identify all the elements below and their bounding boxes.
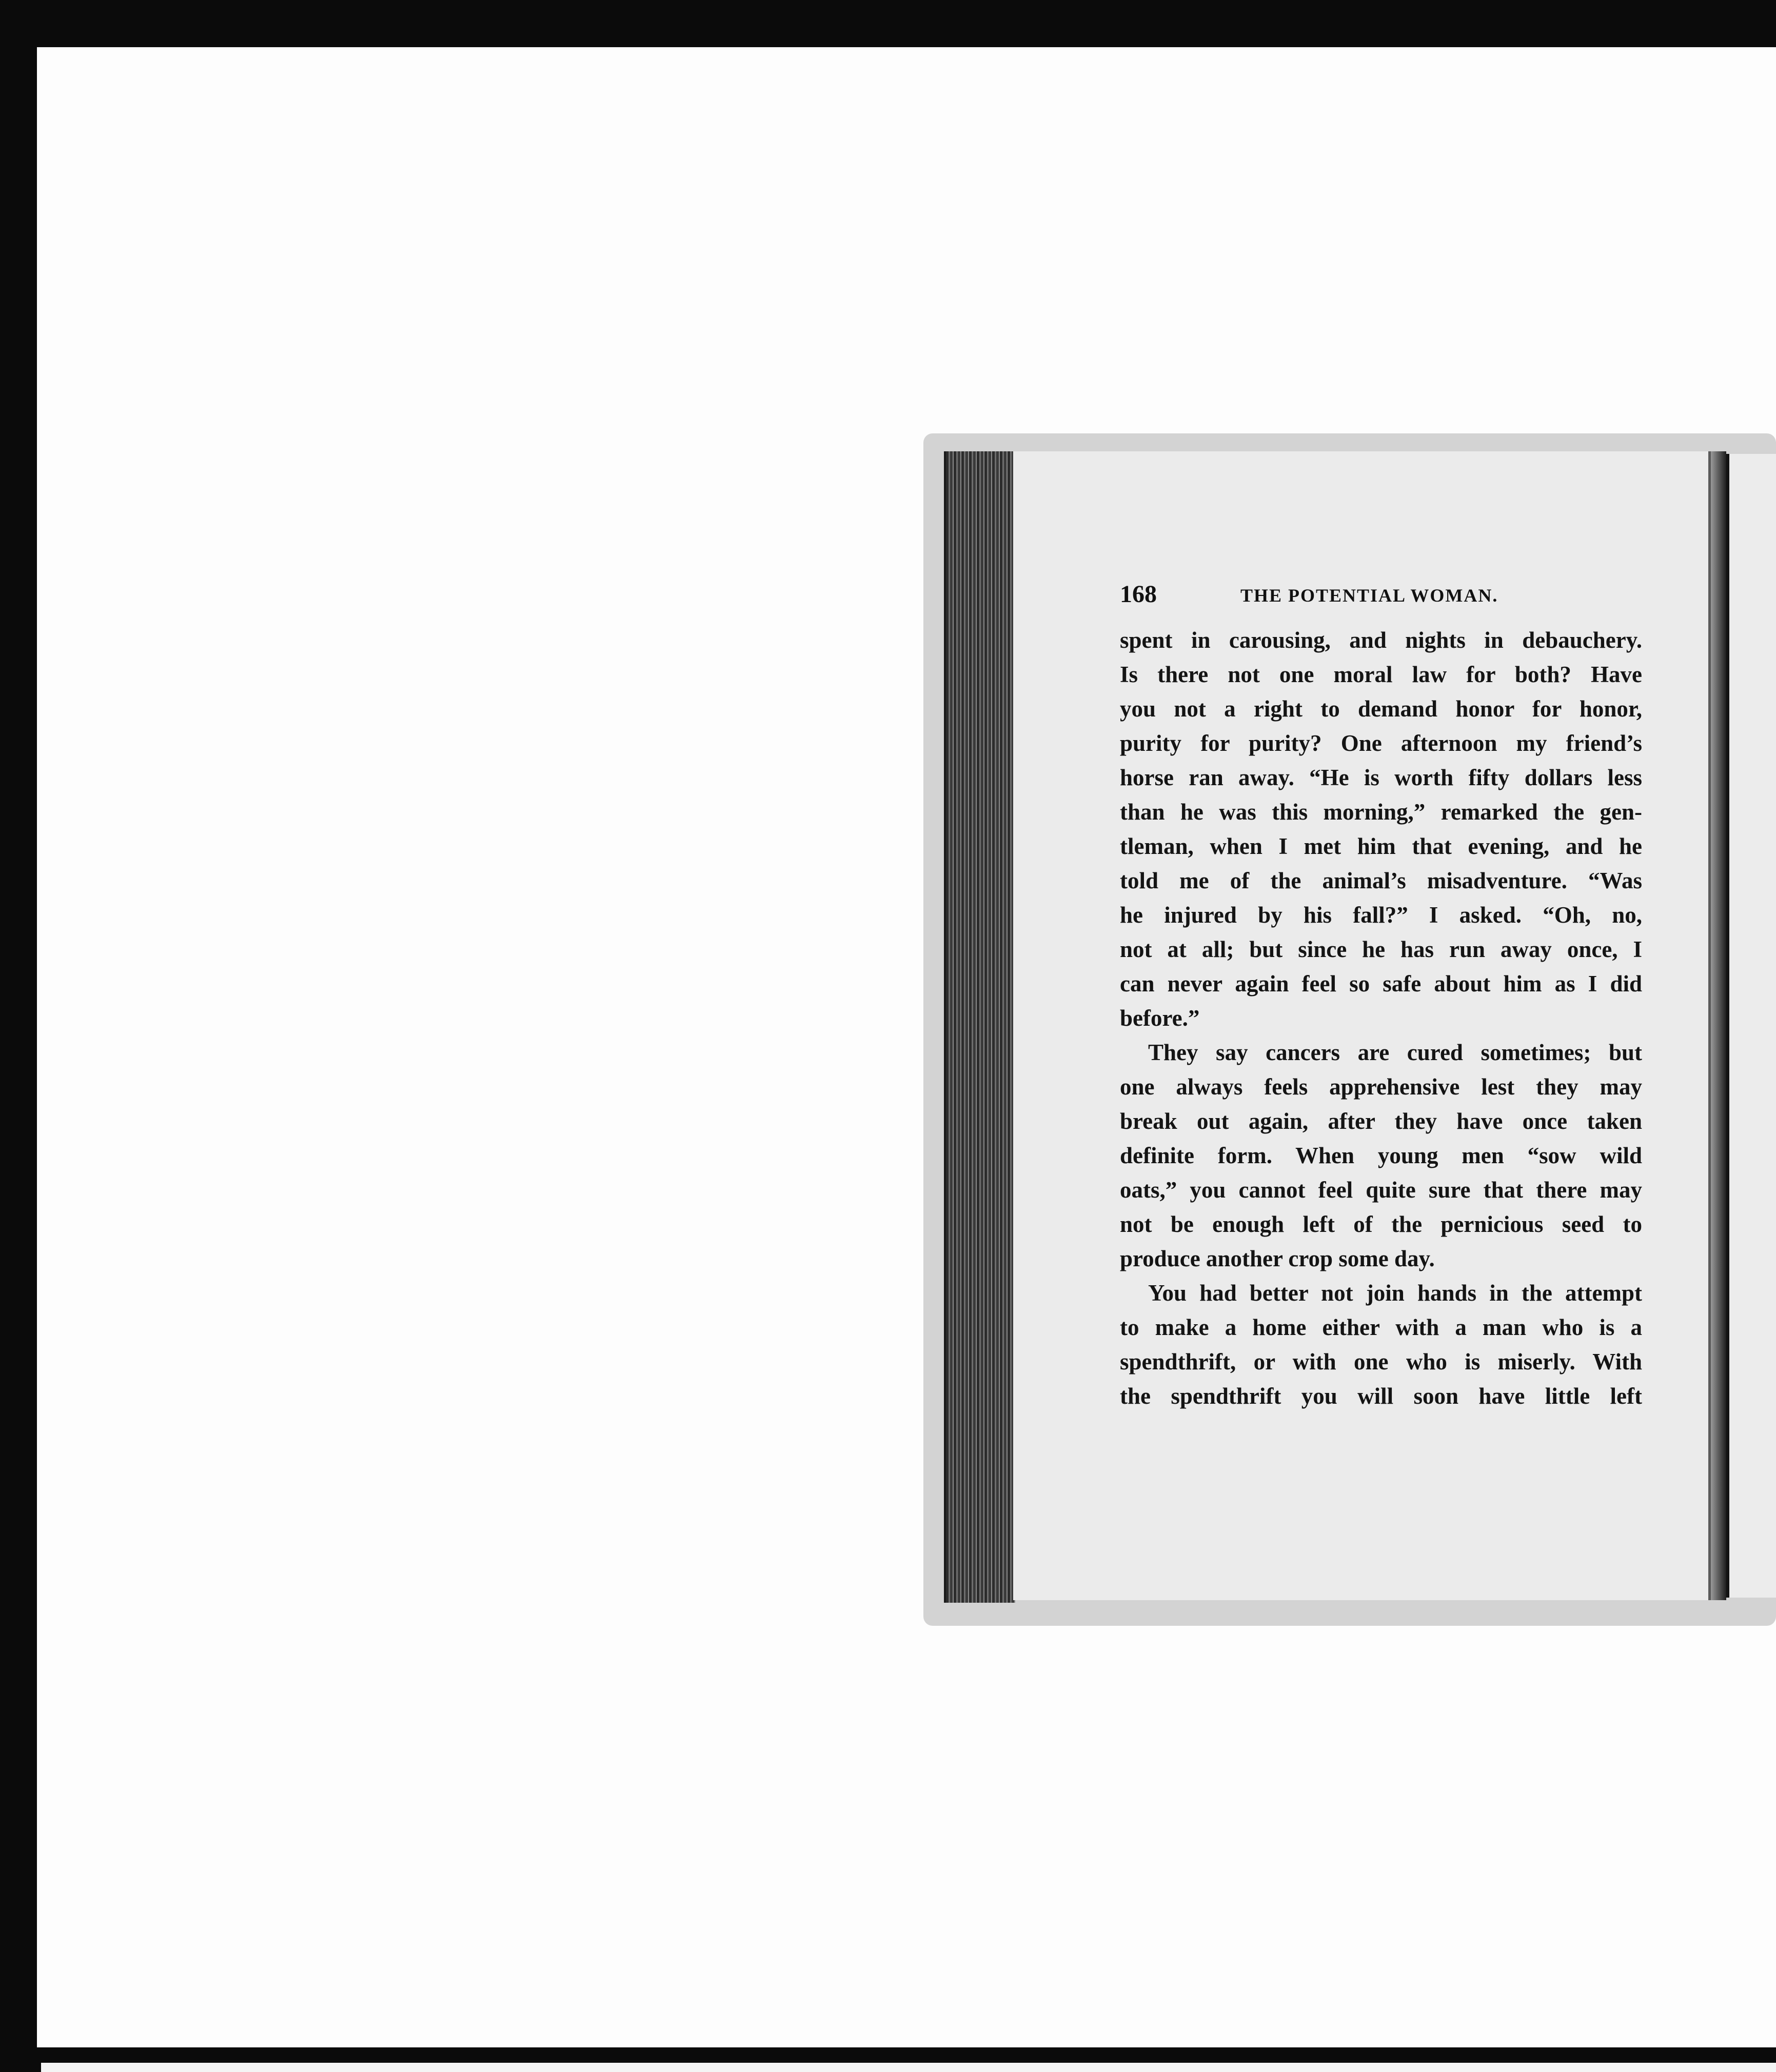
text-line: produce another crop some day.	[1120, 1246, 1435, 1271]
film-strip-edge	[41, 2063, 1776, 2072]
page-header	[1120, 581, 1642, 608]
text-line: he injured by his fall?” I asked. “Oh, no,	[1120, 902, 1642, 928]
paragraph	[1120, 623, 1642, 1035]
paragraph	[1120, 1035, 1642, 1276]
text-line: purity for purity? One afternoon my friend’s	[1120, 730, 1642, 756]
text-line: Is there not one moral law for both? Have	[1120, 662, 1642, 687]
text-line: you not a right to demand honor for honor,	[1120, 696, 1642, 722]
text-line: oats,” you cannot feel quite sure that there may	[1120, 1177, 1642, 1203]
text-line: spent in carousing, and nights in debauchery.	[1120, 627, 1642, 653]
text-line: can never again feel so safe about him as I did	[1120, 971, 1642, 997]
text-line: break out again, after they have once taken	[1120, 1108, 1642, 1134]
text-line: told me of the animal’s misadventure. “Was	[1120, 868, 1642, 893]
text-line: to make a home either with a man who is a	[1120, 1314, 1642, 1340]
text-line: than he was this morning,” remarked the gen-	[1120, 799, 1642, 825]
text-line: before.”	[1120, 1005, 1200, 1031]
running-head: THE POTENTIAL WOMAN.	[1240, 585, 1498, 606]
text-line: They say cancers are cured sometimes; but	[1148, 1040, 1642, 1065]
text-line: tleman, when I met him that evening, and he	[1120, 833, 1642, 859]
body-text	[1120, 623, 1642, 1413]
text-line: horse ran away. “He is worth fifty dollars less	[1120, 765, 1642, 790]
text-line: You had better not join hands in the attempt	[1148, 1280, 1642, 1306]
text-line: spendthrift, or with one who is miserly. With	[1120, 1349, 1642, 1374]
book-gutter	[1711, 451, 1726, 1600]
text-line: one always feels apprehensive lest they may	[1120, 1074, 1642, 1100]
text-line: the spendthrift you will soon have little left	[1120, 1383, 1642, 1409]
text-line: definite form. When young men “sow wild	[1120, 1143, 1642, 1168]
page-edges	[944, 451, 1015, 1603]
text-line: not at all; but since he has run away once, I	[1120, 937, 1642, 962]
facing-page-edge	[1726, 454, 1776, 1598]
text-line: not be enough left of the pernicious seed to	[1120, 1211, 1642, 1237]
page-number: 168	[1120, 581, 1157, 608]
paragraph	[1120, 1276, 1642, 1413]
